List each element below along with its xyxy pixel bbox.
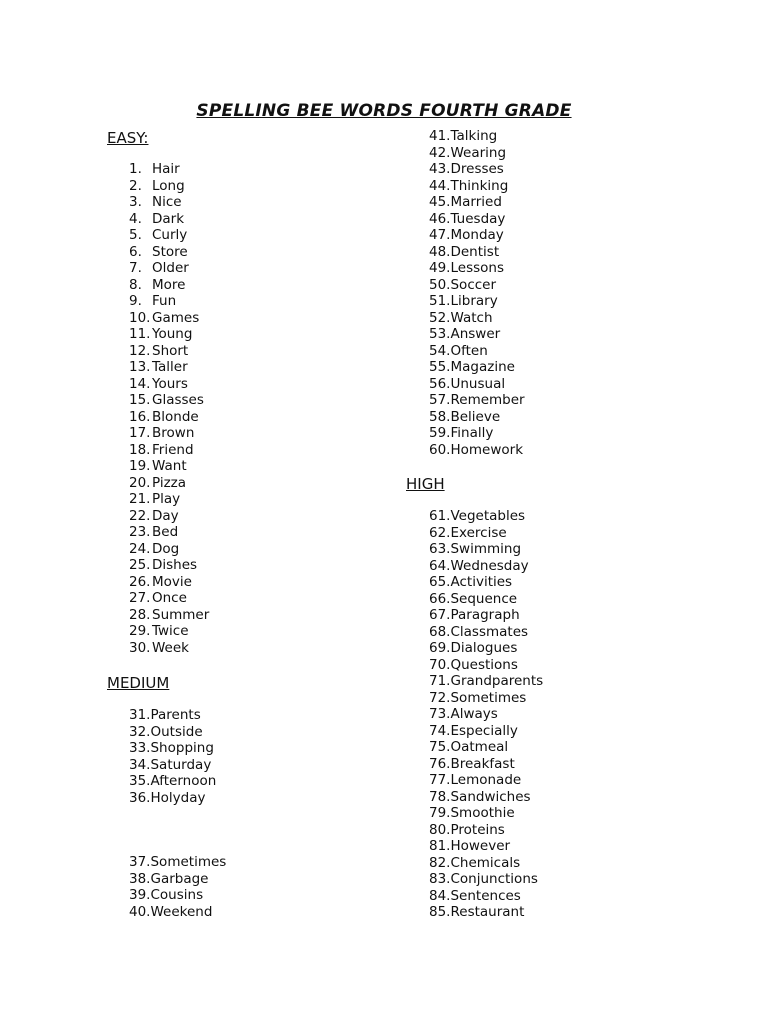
list-item — [129, 376, 209, 393]
item-number: 43. — [429, 161, 451, 177]
item-word: Paragraph — [450, 607, 520, 623]
list-item — [429, 194, 525, 211]
list-item — [129, 757, 216, 774]
list-item — [129, 409, 209, 426]
item-number: 85. — [429, 904, 451, 920]
item-number: 14. — [129, 375, 151, 392]
item-word: Watch — [450, 309, 493, 326]
medium-word-list-column-two — [429, 128, 525, 458]
item-number: 47. — [429, 227, 451, 243]
item-word: Smoothie — [450, 805, 515, 821]
item-word: Chemicals — [450, 854, 521, 871]
list-item — [429, 558, 543, 575]
item-word: Lemonade — [450, 772, 522, 788]
item-word: Wearing — [450, 144, 507, 161]
item-word: Garbage — [150, 870, 209, 887]
item-number: 16. — [129, 408, 151, 425]
list-item — [129, 854, 226, 871]
item-number: 48. — [429, 243, 451, 260]
item-number: 71. — [429, 673, 451, 689]
list-item — [129, 475, 209, 492]
list-item — [429, 591, 543, 608]
list-item — [129, 887, 226, 904]
list-item — [429, 392, 525, 409]
item-number: 66. — [429, 590, 451, 607]
item-word: Talking — [450, 128, 498, 144]
list-item — [429, 904, 543, 921]
item-word: Classmates — [450, 623, 529, 640]
item-word: Grandparents — [450, 673, 544, 689]
item-number: 25. — [129, 557, 151, 573]
list-item — [129, 178, 209, 195]
list-item — [129, 194, 209, 211]
item-number: 26. — [129, 573, 151, 590]
list-item — [129, 442, 209, 459]
list-item — [429, 772, 543, 789]
item-number: 7. — [129, 260, 142, 276]
item-number: 3. — [129, 194, 142, 210]
item-number: 84. — [429, 887, 451, 904]
item-word: Dialogues — [450, 640, 518, 656]
item-word: Sometimes — [150, 854, 227, 870]
list-item — [429, 723, 543, 740]
item-word: Blonde — [152, 408, 199, 425]
item-word: Dog — [152, 540, 180, 557]
item-word: Weekend — [150, 903, 213, 920]
item-word: Outside — [150, 723, 203, 740]
item-number: 34. — [129, 756, 151, 773]
list-item — [129, 707, 216, 724]
item-word: Hair — [152, 161, 180, 177]
list-item — [129, 904, 226, 921]
list-item — [129, 508, 209, 525]
item-word: Restaurant — [450, 904, 525, 920]
item-number: 53. — [429, 326, 451, 342]
item-number: 45. — [429, 194, 451, 210]
list-item — [129, 541, 209, 558]
item-number: 40. — [129, 903, 151, 920]
list-item — [129, 359, 209, 376]
item-number: 60. — [429, 441, 451, 458]
item-number: 27. — [129, 590, 151, 606]
list-item — [429, 277, 525, 294]
item-number: 5. — [129, 227, 142, 243]
item-number: 15. — [129, 392, 151, 408]
list-item — [429, 739, 543, 756]
item-word: Unusual — [450, 375, 506, 392]
item-word: Play — [152, 491, 181, 507]
item-number: 39. — [129, 887, 151, 903]
list-item — [429, 756, 543, 773]
item-number: 73. — [429, 706, 451, 722]
item-word: Short — [152, 342, 189, 359]
list-item — [129, 310, 209, 327]
list-item — [129, 607, 209, 624]
list-item — [429, 326, 525, 343]
item-number: 23. — [129, 524, 151, 540]
list-item — [429, 227, 525, 244]
item-word: Week — [152, 639, 189, 656]
list-item — [129, 211, 209, 228]
item-number: 21. — [129, 491, 151, 507]
list-item — [429, 690, 543, 707]
item-number: 75. — [429, 739, 451, 755]
item-word: Monday — [450, 227, 504, 243]
item-word: Married — [450, 194, 502, 210]
item-number: 56. — [429, 375, 451, 392]
item-number: 8. — [129, 276, 142, 293]
list-item — [429, 624, 543, 641]
item-word: Questions — [450, 656, 518, 673]
item-word: Twice — [152, 623, 189, 639]
item-word: Exercise — [450, 524, 507, 541]
list-item — [429, 607, 543, 624]
item-number: 51. — [429, 293, 451, 309]
item-word: Bed — [152, 524, 179, 540]
item-number: 18. — [129, 441, 151, 458]
item-word: Fun — [152, 293, 177, 309]
item-word: However — [450, 838, 511, 854]
item-number: 64. — [429, 557, 451, 574]
item-word: Yours — [152, 375, 188, 392]
item-number: 28. — [129, 606, 151, 623]
item-word: Tuesday — [450, 210, 506, 227]
item-number: 67. — [429, 607, 451, 623]
item-word: Games — [152, 309, 200, 326]
item-word: Believe — [450, 408, 501, 425]
page-title: SPELLING BEE WORDS FOURTH GRADE — [196, 101, 572, 122]
item-number: 54. — [429, 342, 451, 359]
list-item — [129, 392, 209, 409]
item-word: Shopping — [150, 740, 214, 756]
list-item — [429, 359, 525, 376]
item-number: 59. — [429, 425, 451, 441]
heading-easy: EASY: — [107, 129, 149, 147]
item-number: 9. — [129, 293, 142, 309]
item-word: Want — [152, 458, 187, 474]
list-item — [429, 145, 525, 162]
item-word: Proteins — [450, 821, 505, 838]
item-number: 19. — [129, 458, 151, 474]
item-number: 42. — [429, 144, 451, 161]
list-item — [429, 260, 525, 277]
list-item — [429, 425, 525, 442]
item-number: 20. — [129, 474, 151, 491]
list-item — [429, 855, 543, 872]
list-item — [129, 871, 226, 888]
item-word: Cousins — [150, 887, 204, 903]
high-word-list — [429, 508, 543, 921]
list-item — [129, 790, 216, 807]
item-number: 72. — [429, 689, 451, 706]
item-word: Brown — [152, 425, 195, 441]
list-item — [129, 640, 209, 657]
list-item — [129, 293, 209, 310]
item-number: 80. — [429, 821, 451, 838]
list-item — [429, 161, 525, 178]
list-item — [129, 491, 209, 508]
item-word: Lessons — [450, 260, 504, 276]
list-item — [129, 277, 209, 294]
item-word: Taller — [152, 359, 188, 375]
item-word: Summer — [152, 606, 210, 623]
item-word: More — [152, 276, 186, 293]
item-word: Conjunctions — [450, 871, 538, 887]
item-word: Sentences — [450, 887, 521, 904]
item-word: Remember — [450, 392, 525, 408]
item-number: 81. — [429, 838, 451, 854]
list-item — [429, 508, 543, 525]
item-word: Homework — [450, 441, 524, 458]
item-number: 11. — [129, 326, 151, 342]
item-word: Movie — [152, 573, 192, 590]
item-word: Thinking — [450, 177, 509, 194]
list-item — [429, 211, 525, 228]
list-item — [429, 640, 543, 657]
list-item — [429, 574, 543, 591]
list-item — [429, 178, 525, 195]
easy-word-list — [129, 161, 209, 656]
item-number: 78. — [429, 788, 451, 805]
item-word: Library — [450, 293, 498, 309]
list-item — [129, 557, 209, 574]
item-number: 6. — [129, 243, 142, 260]
item-number: 61. — [429, 508, 451, 524]
item-word: Holyday — [150, 789, 206, 806]
item-number: 57. — [429, 392, 451, 408]
item-word: Afternoon — [150, 773, 217, 789]
item-word: Sometimes — [450, 689, 527, 706]
item-word: Breakfast — [450, 755, 515, 772]
list-item — [129, 524, 209, 541]
item-number: 10. — [129, 309, 151, 326]
item-word: Often — [450, 342, 488, 359]
list-item — [129, 623, 209, 640]
list-item — [429, 673, 543, 690]
item-number: 65. — [429, 574, 451, 590]
item-word: Vegetables — [450, 508, 526, 524]
item-word: Parents — [150, 707, 201, 723]
list-item — [429, 128, 525, 145]
list-item — [429, 789, 543, 806]
item-number: 74. — [429, 722, 451, 739]
list-item — [129, 326, 209, 343]
item-number: 29. — [129, 623, 151, 639]
item-word: Glasses — [152, 392, 204, 408]
item-word: Answer — [450, 326, 501, 342]
item-number: 32. — [129, 723, 151, 740]
list-item — [129, 244, 209, 261]
item-word: Long — [152, 177, 185, 194]
list-item — [429, 838, 543, 855]
item-number: 77. — [429, 772, 451, 788]
list-item — [429, 822, 543, 839]
item-number: 24. — [129, 540, 151, 557]
item-number: 12. — [129, 342, 151, 359]
item-number: 68. — [429, 623, 451, 640]
list-item — [129, 724, 216, 741]
item-number: 36. — [129, 789, 151, 806]
list-item — [129, 425, 209, 442]
list-item — [129, 590, 209, 607]
item-number: 35. — [129, 773, 151, 789]
list-item — [429, 541, 543, 558]
item-word: Wednesday — [450, 557, 529, 574]
item-word: Curly — [152, 227, 188, 243]
list-item — [129, 161, 209, 178]
list-item — [129, 773, 216, 790]
item-word: Dishes — [152, 557, 198, 573]
list-item — [129, 227, 209, 244]
item-word: Oatmeal — [450, 739, 509, 755]
item-number: 1. — [129, 161, 142, 177]
item-word: Finally — [450, 425, 494, 441]
list-item — [129, 458, 209, 475]
item-word: Activities — [450, 574, 513, 590]
item-word: Store — [152, 243, 188, 260]
list-item — [429, 888, 543, 905]
list-item — [429, 657, 543, 674]
item-number: 41. — [429, 128, 451, 144]
item-number: 82. — [429, 854, 451, 871]
item-word: Young — [152, 326, 193, 342]
list-item — [429, 376, 525, 393]
item-number: 13. — [129, 359, 151, 375]
item-word: Saturday — [150, 756, 212, 773]
heading-high: HIGH — [406, 475, 445, 493]
item-number: 2. — [129, 177, 142, 194]
item-number: 49. — [429, 260, 451, 276]
item-number: 37. — [129, 854, 151, 870]
item-word: Once — [152, 590, 187, 606]
medium-word-list — [129, 707, 216, 806]
list-item — [429, 343, 525, 360]
list-item — [429, 706, 543, 723]
item-word: Magazine — [450, 359, 515, 375]
list-item — [429, 442, 525, 459]
list-item — [129, 260, 209, 277]
item-number: 31. — [129, 707, 151, 723]
item-number: 30. — [129, 639, 151, 656]
item-word: Dentist — [450, 243, 500, 260]
item-number: 79. — [429, 805, 451, 821]
item-number: 69. — [429, 640, 451, 656]
list-item — [429, 409, 525, 426]
item-word: Dark — [152, 210, 185, 227]
item-number: 44. — [429, 177, 451, 194]
item-number: 83. — [429, 871, 451, 887]
list-item — [129, 574, 209, 591]
item-number: 63. — [429, 541, 451, 557]
item-number: 17. — [129, 425, 151, 441]
item-number: 4. — [129, 210, 142, 227]
item-number: 76. — [429, 755, 451, 772]
item-word: Day — [152, 507, 179, 524]
item-word: Older — [152, 260, 189, 276]
list-item — [429, 310, 525, 327]
item-number: 62. — [429, 524, 451, 541]
item-word: Sandwiches — [450, 788, 531, 805]
item-number: 46. — [429, 210, 451, 227]
item-word: Pizza — [152, 474, 187, 491]
item-number: 58. — [429, 408, 451, 425]
item-word: Soccer — [450, 276, 497, 293]
item-word: Dresses — [450, 161, 504, 177]
item-word: Especially — [450, 722, 518, 739]
item-word: Friend — [152, 441, 194, 458]
item-number: 33. — [129, 740, 151, 756]
item-number: 70. — [429, 656, 451, 673]
item-word: Sequence — [450, 590, 518, 607]
item-number: 50. — [429, 276, 451, 293]
list-item — [129, 740, 216, 757]
list-item — [429, 805, 543, 822]
item-number: 22. — [129, 507, 151, 524]
list-item — [129, 343, 209, 360]
list-item — [429, 244, 525, 261]
heading-medium: MEDIUM — [107, 674, 170, 692]
list-item — [429, 293, 525, 310]
item-word: Nice — [152, 194, 182, 210]
medium-word-list-continued — [129, 854, 226, 920]
list-item — [429, 871, 543, 888]
item-number: 55. — [429, 359, 451, 375]
item-word: Always — [450, 706, 498, 722]
item-number: 38. — [129, 870, 151, 887]
item-number: 52. — [429, 309, 451, 326]
item-word: Swimming — [450, 541, 522, 557]
list-item — [429, 525, 543, 542]
